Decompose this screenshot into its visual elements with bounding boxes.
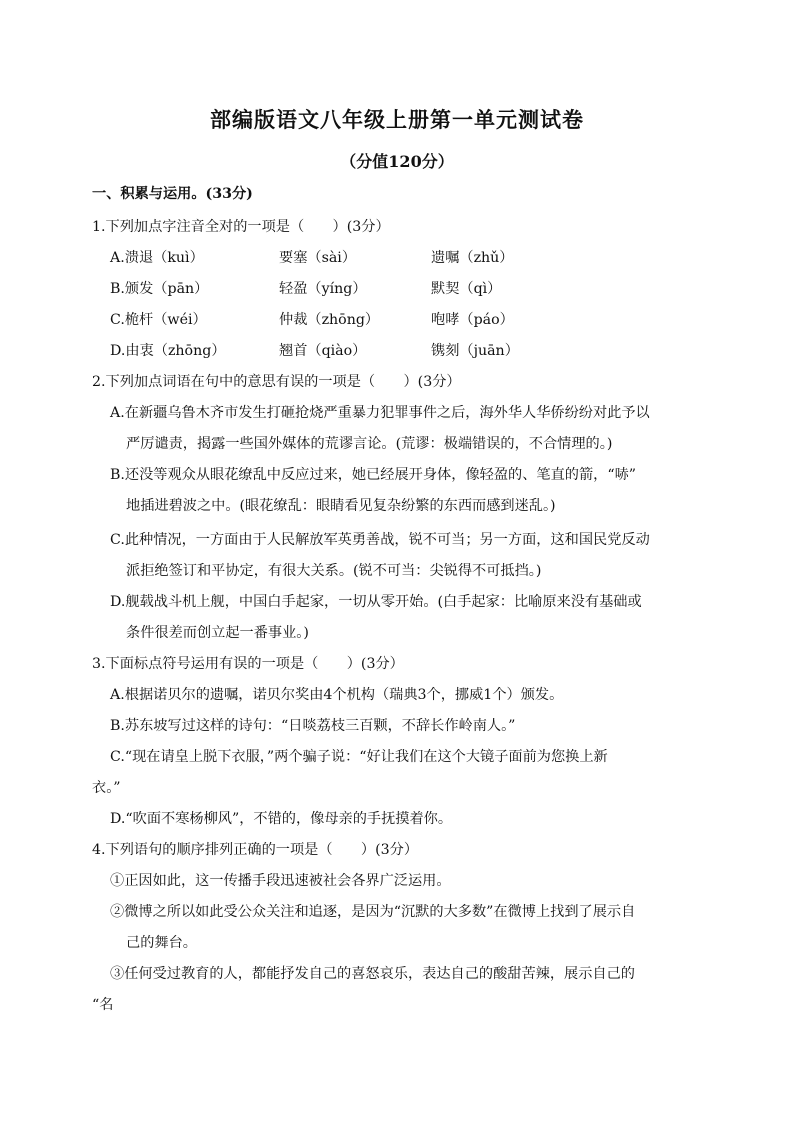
question-3-stem: 3.下面标点符号运用有误的一项是（ ）(3分） bbox=[92, 656, 404, 672]
q1-option-a-word2: 要塞（sài） bbox=[279, 250, 357, 266]
question-2-stem: 2.下列加点词语在句中的意思有误的一项是（ ）(3分） bbox=[92, 374, 461, 390]
q1-option-c-word3: 咆哮（páo） bbox=[431, 312, 514, 328]
page-title: 部编版语文八年级上册第一单元测试卷 bbox=[210, 107, 584, 132]
q4-sentence-3-line1: ③任何受过教育的人，都能抒发自己的喜怒哀乐，表达自己的酸甜苦辣，展示自己的 bbox=[110, 966, 635, 982]
q2-option-a-line1: A.在新疆乌鲁木齐市发生打砸抢烧严重暴力犯罪事件之后，海外华人华侨纷纷对此予以 bbox=[110, 405, 650, 421]
score-subtitle: （分值120分） bbox=[340, 152, 454, 171]
question-1-stem: 1.下列加点字注音全对的一项是（ ）(3分） bbox=[92, 219, 390, 235]
q2-option-b-line2: 地插进碧波之中。(眼花缭乱：眼睛看见复杂纷繁的东西而感到迷乱。) bbox=[126, 498, 556, 514]
q1-option-c-word2: 仲裁（zhōng） bbox=[279, 312, 380, 328]
q2-option-d-line2: 条件很差而创立起一番事业。) bbox=[126, 625, 309, 641]
q1-option-d-word1: D.由衷（zhōng） bbox=[110, 343, 226, 359]
q3-option-c-line2: 衣。” bbox=[92, 780, 121, 796]
q1-option-c-word1: C.桅杆（wéi） bbox=[110, 312, 207, 328]
q1-option-b-word3: 默契（qì） bbox=[431, 281, 502, 297]
q1-option-a-word1: A.溃退（kuì） bbox=[110, 250, 204, 266]
q2-option-c-line2: 派拒绝签订和平协定，有很大关系。(锐不可当：尖锐得不可抵挡。) bbox=[126, 563, 542, 579]
q3-option-a: A.根据诺贝尔的遗嘱，诺贝尔奖由4个机构（瑞典3个，挪威1个）颁发。 bbox=[110, 687, 564, 703]
q4-sentence-1: ①正因如此，这一传播手段迅速被社会各界广泛运用。 bbox=[110, 873, 451, 889]
q3-option-b: B.苏东坡写过这样的诗句：“日啖荔枝三百颗，不辞长作岭南人。” bbox=[110, 718, 516, 734]
q4-sentence-3-line2: “名 bbox=[92, 997, 114, 1013]
q2-option-c-line1: C.此种情况，一方面由于人民解放军英勇善战，锐不可当；另一方面，这和国民党反动 bbox=[110, 532, 650, 548]
q4-sentence-2-line1: ②微博之所以如此受公众关注和追逐，是因为“沉默的大多数”在微博上找到了展示自 bbox=[110, 904, 636, 920]
q2-option-a-line2: 严厉谴责，揭露一些国外媒体的荒谬言论。(荒谬：极端错误的，不合情理的。) bbox=[126, 436, 613, 452]
q3-option-d: D.“吹面不寒杨柳风”，不错的，像母亲的手抚摸着你。 bbox=[110, 811, 453, 827]
q2-option-d-line1: D.舰载战斗机上舰，中国白手起家，一切从零开始。(白手起家：比喻原来没有基础或 bbox=[110, 594, 642, 610]
q3-option-c-line1: C.“现在请皇上脱下衣服，”两个骗子说：“好让我们在这个大镜子面前为您换上新 bbox=[110, 749, 608, 765]
section-heading: 一、积累与运用。(33分) bbox=[92, 186, 253, 202]
question-4-stem: 4.下列语句的顺序排列正确的一项是（ ）(3分） bbox=[92, 842, 419, 858]
q1-option-a-word3: 遗嘱（zhǔ） bbox=[431, 250, 514, 266]
q1-option-d-word3: 镌刻（juān） bbox=[431, 343, 519, 359]
q2-option-b-line1: B.还没等观众从眼花缭乱中反应过来，她已经展开身体，像轻盈的、笔直的箭，“哧” bbox=[110, 467, 637, 483]
q1-option-b-word2: 轻盈（yíng） bbox=[279, 281, 367, 297]
q1-option-b-word1: B.颁发（pān） bbox=[110, 281, 209, 297]
q4-sentence-2-line2: 己的舞台。 bbox=[126, 935, 197, 951]
q1-option-d-word2: 翘首（qiào） bbox=[279, 343, 367, 359]
